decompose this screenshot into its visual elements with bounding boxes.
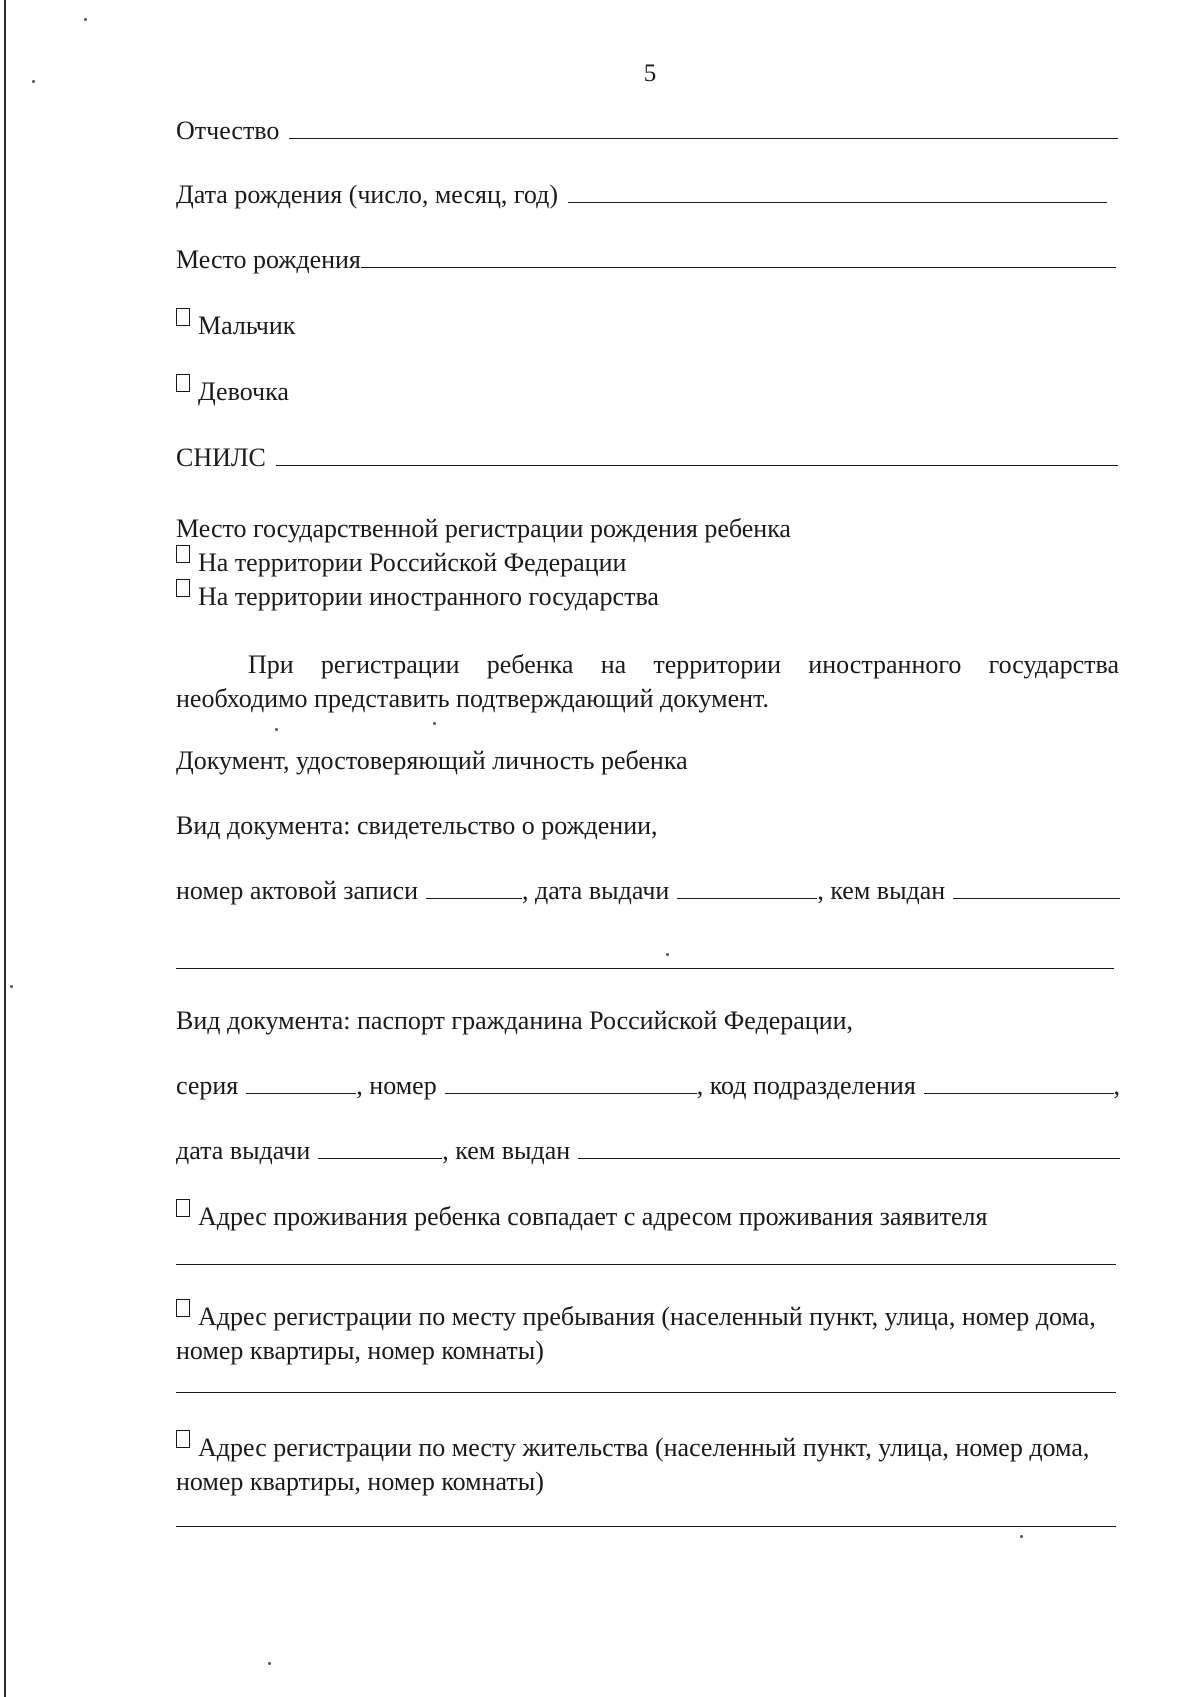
address-stay-checkbox-icon[interactable] <box>176 1299 190 1317</box>
scan-page-edge <box>4 0 6 1697</box>
scan-speck <box>433 722 436 725</box>
registration-foreign-label: На территории иностранного государства <box>198 582 659 611</box>
address-stay-option <box>176 1300 1119 1368</box>
record-number-input-line[interactable] <box>426 876 522 899</box>
address-residence-option <box>176 1431 1119 1499</box>
address-stay-label: Адрес регистрации по месту пребывания (населенный пункт, улица, номер дома, номер квартиры, номер комнаты) <box>176 1302 1096 1365</box>
identity-doc-title: Документ, удостоверяющий личность ребенка <box>176 746 688 775</box>
record-number-label: номер актовой записи <box>176 876 419 905</box>
address-same-input-line[interactable] <box>176 1264 1116 1265</box>
passport-series-label: серия <box>176 1071 239 1100</box>
snils-input-line[interactable] <box>276 443 1118 466</box>
identity-doc-title-row <box>176 746 1118 782</box>
passport-series-input-line[interactable] <box>246 1071 356 1094</box>
foreign-registration-note: При регистрации ребенка на территории иностранного государства необходимо представить подтверждающий документ. <box>176 650 1119 713</box>
passport-issue-row <box>176 1136 1120 1172</box>
birth-cert-type-row <box>176 811 1118 847</box>
address-same-checkbox-icon[interactable] <box>176 1199 190 1217</box>
passport-issue-date-label: дата выдачи <box>176 1136 311 1165</box>
birth-place-label: Место рождения <box>176 245 361 274</box>
passport-type-row <box>176 1006 1118 1042</box>
address-same-label: Адрес проживания ребенка совпадает с адресом проживания заявителя <box>198 1202 988 1231</box>
address-same-option <box>176 1202 1118 1238</box>
address-residence-input-line[interactable] <box>176 1526 1116 1527</box>
birth-date-label: Дата рождения (число, месяц, год) <box>176 180 559 209</box>
scan-speck <box>84 18 87 21</box>
gender-boy-option <box>176 311 1118 347</box>
passport-issued-by-label: , кем выдан <box>442 1136 571 1165</box>
boy-label: Мальчик <box>198 311 296 340</box>
scan-speck <box>10 985 13 988</box>
birth-place-row <box>176 245 1116 281</box>
scan-speck <box>666 953 669 956</box>
registration-foreign-option <box>176 582 1118 618</box>
birth-date-input-line[interactable] <box>568 180 1107 203</box>
registration-rf-option <box>176 548 1118 584</box>
patronymic-input-line[interactable] <box>289 116 1118 139</box>
passport-series-row <box>176 1071 1120 1107</box>
registration-rf-checkbox-icon[interactable] <box>176 545 190 563</box>
passport-type-label: Вид документа: паспорт гражданина Российской Федерации, <box>176 1006 854 1035</box>
girl-label: Девочка <box>198 377 289 406</box>
division-code-input-line[interactable] <box>924 1071 1114 1094</box>
registration-foreign-checkbox-icon[interactable] <box>176 579 190 597</box>
snils-row <box>176 443 1118 479</box>
page-number: 5 <box>643 60 657 87</box>
passport-number-input-line[interactable] <box>445 1071 697 1094</box>
scan-speck <box>268 1662 271 1665</box>
birth-date-row <box>176 180 1107 216</box>
gender-girl-option <box>176 377 1118 413</box>
address-residence-label: Адрес регистрации по месту жительства (населенный пункт, улица, номер дома, номер квартиры, номер комнаты) <box>176 1433 1090 1496</box>
registration-place-title-row <box>176 514 1118 550</box>
birth-cert-issue-date-input-line[interactable] <box>677 876 817 899</box>
birth-cert-issued-by-input-line[interactable] <box>953 876 1120 899</box>
registration-rf-label: На территории Российской Федерации <box>198 548 627 577</box>
passport-issue-date-input-line[interactable] <box>318 1136 442 1159</box>
birth-cert-issue-date-label: , дата выдачи <box>522 876 670 905</box>
address-residence-checkbox-icon[interactable] <box>176 1430 190 1448</box>
address-stay-input-line[interactable] <box>176 1392 1116 1393</box>
registration-place-title: Место государственной регистрации рождения ребенка <box>176 514 791 543</box>
division-code-comma: , <box>1113 1071 1120 1100</box>
scan-speck <box>1020 1535 1023 1538</box>
birth-cert-issued-by-continuation-line[interactable] <box>176 968 1114 969</box>
patronymic-row <box>176 116 1118 152</box>
snils-label: СНИЛС <box>176 443 266 472</box>
girl-checkbox-icon[interactable] <box>176 374 190 392</box>
birth-place-input-line[interactable] <box>361 245 1116 268</box>
boy-checkbox-icon[interactable] <box>176 308 190 326</box>
patronymic-label: Отчество <box>176 116 280 145</box>
birth-cert-type-label: Вид документа: свидетельство о рождении, <box>176 811 658 840</box>
passport-issued-by-input-line[interactable] <box>578 1136 1120 1159</box>
division-code-label: , код подразделения <box>696 1071 916 1100</box>
passport-number-label: , номер <box>356 1071 437 1100</box>
birth-cert-details-row <box>176 876 1120 912</box>
scan-speck <box>275 728 278 731</box>
birth-cert-issued-by-label: , кем выдан <box>817 876 946 905</box>
